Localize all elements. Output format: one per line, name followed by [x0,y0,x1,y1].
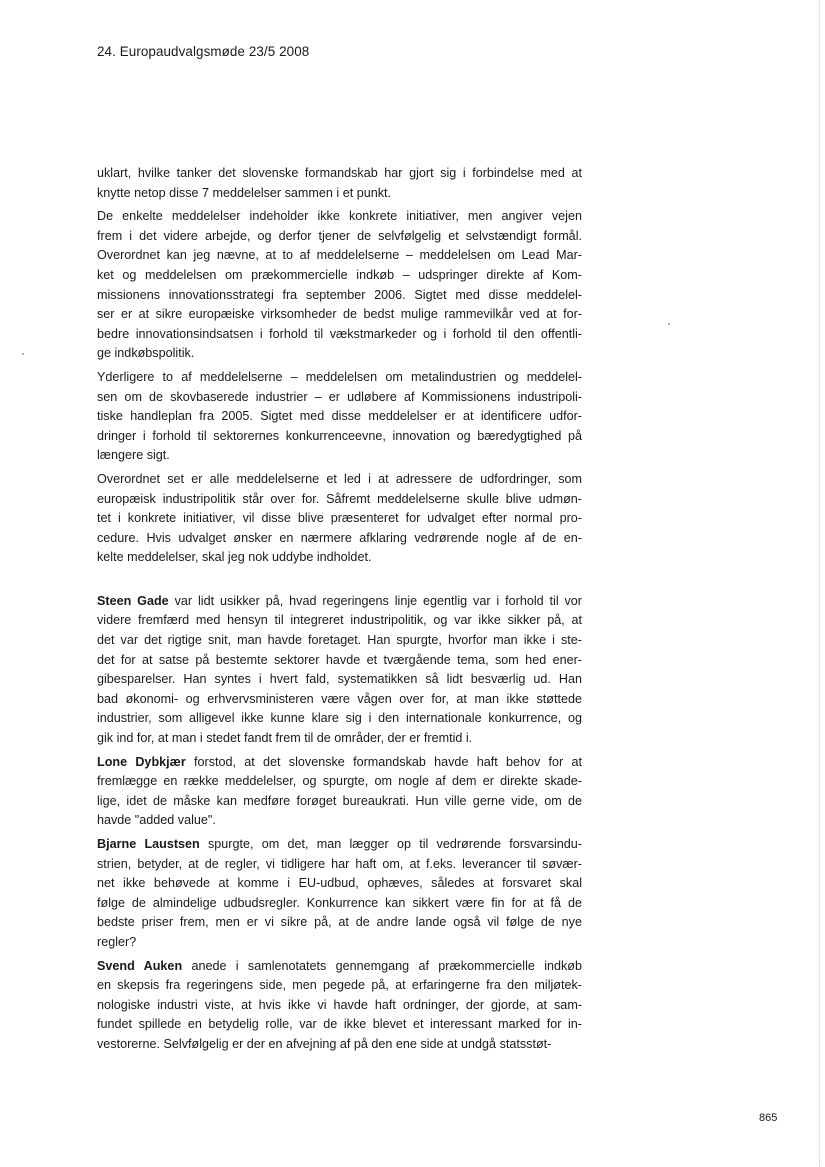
text-line: industrier, som alligevel ikke kunne klare sig i den internationale konkurrence, og [97,711,582,726]
document-body [97,164,582,1059]
text-line: Overordnet set er alle meddelelserne et led i at adressere de udfordringer, som [97,471,582,486]
text-line [97,957,582,977]
scan-speck [668,323,670,325]
text-line [97,592,582,612]
text-line: ge indkøbspolitik. [97,346,195,361]
speaker-name: Lone Dybkjær [97,754,186,769]
paragraph [97,470,582,568]
text-line: vestorerne. Selvfølgelig er der en afvejning af på den ene side at undgå statsstøt- [97,1036,552,1051]
line-text: anede i samlenotatets gennemgang af prækommercielle indkøb [191,958,582,973]
text-line: bad økonomi- og erhvervsministeren være vågen over for, at man ikke støttede [97,691,582,706]
text-line: net ikke behøvede at komme i EU-udbud, ophæves, således at forsvaret skal [97,876,582,891]
text-line: bedre innovationsindsatsen i forhold til vækstmarkeder og i forhold til den offentli- [97,326,582,341]
speaker-name: Bjarne Laustsen [97,837,200,851]
scan-speck [22,353,24,355]
text-line: regler? [97,934,137,949]
text-line: europæisk industripolitik står over for. Såfremt meddelelserne skulle blive udmøn- [97,491,582,506]
paragraph [97,207,582,364]
speaker-name: Steen Gade [97,593,169,608]
text-line: ket og meddelelsen om prækommercielle indkøb – udspringer direkte af Kom- [97,267,582,282]
text-line: fundet spillede en betydelig rolle, var de ikke blevet et interessant marked for in- [97,1017,582,1032]
text-line: De enkelte meddelelser indeholder ikke konkrete initiativer, men angiver vejen [97,209,582,224]
text-line: gibesparelser. Han syntes i hvert fald, systematikken så lidt besværlig ud. Han [97,672,582,687]
text-line: havde "added value". [97,813,216,828]
text-line: det var det rigtige snit, man havde foretaget. Han spurgte, hvorfor man ikke i ste- [97,633,582,648]
text-line: Overordnet kan jeg nævne, at to af meddelelserne – meddelelsen om Lead Mar- [97,248,582,263]
speaker-name: Svend Auken [97,958,183,973]
page-header: 24. Europaudvalgsmøde 23/5 2008 [97,44,310,59]
text-line: dringer i forhold til sektorernes konkurrenceevne, innovation og bæredygtighed på [97,428,582,443]
text-line: fremlægge en række meddelelser, og spurgte, om nogle af dem er direkte skade- [97,774,582,789]
text-line: uklart, hvilke tanker det slovenske formandskab har gjort sig i forbindelse med at [97,166,582,180]
line-text: forstod, at det slovenske formandskab havde haft behov for at [194,754,583,769]
text-line: længere sigt. [97,448,170,463]
speech-paragraph [97,753,582,831]
text-line: sen om de skovbaserede industrier – er udløbere af Kommissionens industripoli- [97,389,582,404]
text-line [97,753,582,773]
text-line: bedste priser frem, men er vi sikre på, at de andre lande også vil følge de nye [97,915,582,930]
text-line: videre fremfærd med hensyn til integreret industripolitik, og var ikke sikker på, at [97,613,582,628]
text-line: cedure. Hvis udvalget ønsker en nærmere afklaring vedrørende nogle af de en- [97,530,582,545]
text-line: tet i konkrete initiativer, vil disse blive præsenteret for udvalget efter normal pro- [97,511,582,526]
text-line: frem i det videre arbejde, og derfor tjener de selvfølgelig et selvstændigt formål. [97,228,582,243]
paragraph [97,368,582,466]
speech-paragraph [97,592,582,749]
speech-paragraph [97,835,582,953]
text-line: strien, betyder, at de regler, vi tidligere har haft om, at f.eks. leverancer til søvær- [97,856,582,871]
line-text: var lidt usikker på, hvad regeringens linje egentlig var i forhold til vor [174,593,582,608]
scan-edge-line [818,0,820,1167]
text-line: lige, idet de måske kan medføre forøget bureaukrati. Hun ville gerne vide, om de [97,793,582,808]
speech-paragraph [97,957,582,1055]
text-line [97,835,582,855]
text-line: kelte meddelelser, skal jeg nok uddybe indholdet. [97,550,372,565]
text-line: nologiske industri viste, at hvis ikke vi havde haft ordninger, der gjorde, at sam- [97,997,582,1012]
text-line: følge de almindelige udbudsregler. Konkurrence kan sikkert være fin for at få de [97,895,582,910]
line-text: spurgte, om det, man lægger op til vedrørende forsvarsindu- [208,837,583,851]
text-line: tiske handleplan fra 2005. Sigtet med disse meddelelser er at identificere udfor- [97,409,582,424]
text-line: knytte netop disse 7 meddelelser sammen i et punkt. [97,185,392,200]
page-number: 865 [759,1112,778,1124]
text-line: ser er at sikre europæiske virksomheder de bedst mulige rammevilkår ved at for- [97,307,582,322]
text-line: det for at satse på bestemte sektorer havde et tværgående tema, som hed ener- [97,652,582,667]
text-line: en skepsis fra regeringens side, men pegede på, at erfaringerne fra den miljøtek- [97,978,582,993]
text-line: Yderligere to af meddelelserne – meddelelsen om metalindustrien og meddelel- [97,369,582,384]
paragraph [97,164,582,203]
text-line: missionens innovationsstrategi fra september 2006. Sigtet med disse meddelel- [97,287,582,302]
text-line: gik ind for, at man i stedet fandt frem til de områder, der er fremtid i. [97,731,473,746]
